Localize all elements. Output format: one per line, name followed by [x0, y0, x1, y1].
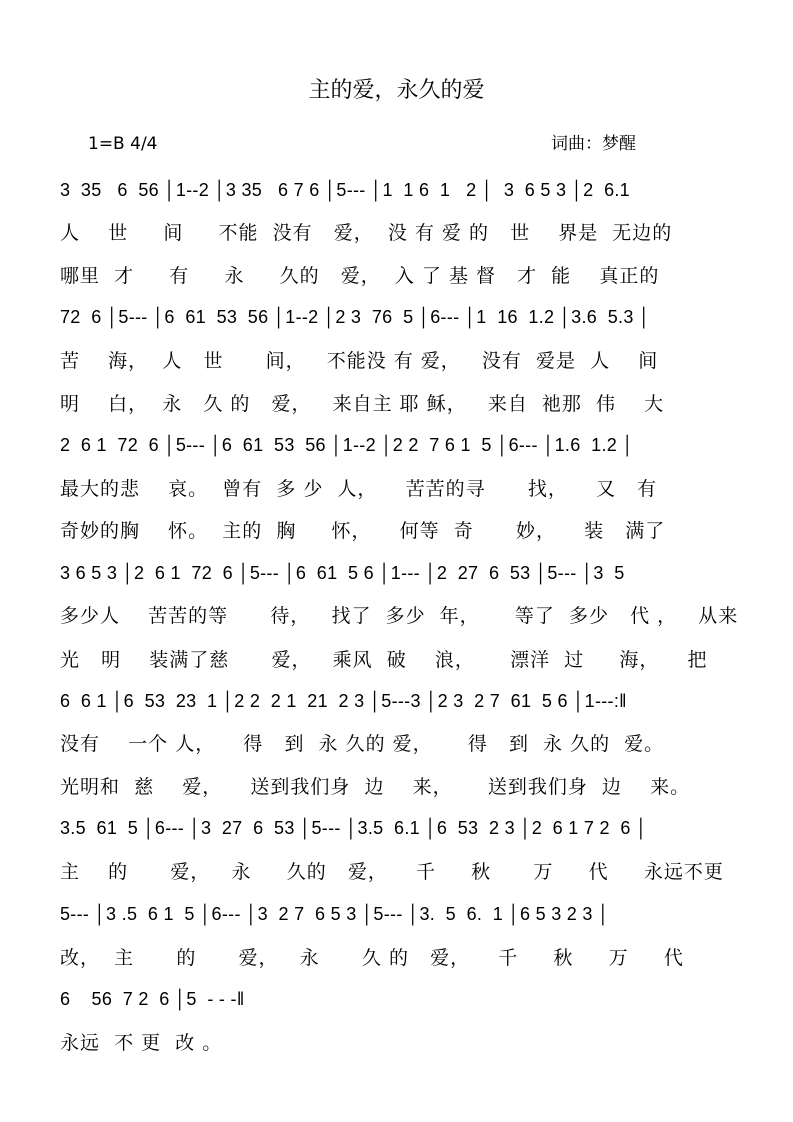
lyric-line-4-verse-2: 光 明 装满了慈 爱， 乘风 破 浪， 漂洋 过 海， 把	[60, 649, 708, 671]
lyric-line-5-verse-1: 没有 一个 人， 得 到 永 久的 爱， 得 到 永 久的 爱。	[60, 733, 665, 755]
credits: 词曲：梦醒	[551, 134, 636, 154]
notation-line-3: 2 6 1 72 6 │5--- │6 61 53 56 │1--2 │2 2 7 6 1 5 │6--- │1.6 1.2 │	[60, 435, 634, 455]
key-signature: 1=B 4/4	[88, 134, 158, 154]
notation-line-6: 3.5 61 5 │6--- │3 27 6 53 │5--- │3.5 6.1 │6 53 2 3 │2 6 1 7 2 6 │	[60, 818, 648, 838]
lyric-line-3-verse-2: 奇妙的胸 怀。 主的 胸 怀， 何等 奇 妙， 装 满了	[60, 520, 666, 542]
lyric-line-2-verse-1: 苦 海， 人 世 间， 不能没 有 爱， 没有 爱是 人 间	[60, 350, 659, 372]
lyric-line-1-verse-1: 人 世 间 不能 没有 爱， 没 有 爱 的 世 界是 无边的	[60, 222, 673, 244]
notation-line-2: 72 6 │5--- │6 61 53 56 │1--2 │2 3 76 5 │6--- │1 16 1.2 │3.6 5.3 │	[60, 307, 651, 327]
lyric-line-3-verse-1: 最大的悲 哀。 曾有 多 少 人， 苦苦的寻 找， 又 有	[60, 478, 658, 500]
song-title: 主的爱，永久的爱	[308, 78, 485, 103]
notation-line-4: 3 6 5 3 │2 6 1 72 6 │5--- │6 61 5 6 │1--- │2 27 6 53 │5--- │3 5	[60, 563, 625, 583]
notation-line-5: 6 6 1 │6 53 23 1 │2 2 2 1 21 2 3 │5---3 │2 3 2 7 61 5 6 │1---:‖	[60, 691, 627, 711]
lyric-line-6: 主 的 爱， 永 久的 爱， 千 秋 万 代 永远不更	[60, 861, 724, 883]
lyric-line-5-verse-2: 光明和 慈 爱， 送到我们身 边 来， 送到我们身 边 来。	[60, 776, 691, 798]
notation-line-8: 6 56 7 2 6 │5 - - -‖	[60, 989, 245, 1009]
lyric-line-2-verse-2: 明 白， 永 久 的 爱， 来自主 耶 稣， 来自 祂那 伟 大	[60, 393, 665, 415]
lyric-line-4-verse-1: 多少人 苦苦的等 待， 找了 多少 年， 等了 多少 代 ， 从来	[60, 605, 739, 627]
notation-line-1: 3 35 6 56 │1--2 │3 35 6 7 6 │5--- │1 1 6 1 2 │ 3 6 5 3 │2 6.1	[60, 180, 630, 200]
lyric-line-1-verse-2: 哪里 才 有 永 久的 爱， 入 了 基 督 才 能 真正的	[60, 265, 660, 287]
lyric-line-8: 永远 不 更 改 。	[60, 1032, 223, 1054]
lyric-line-7: 改， 主 的 爱， 永 久 的 爱， 千 秋 万 代	[60, 947, 684, 969]
notation-line-7: 5--- │3 .5 6 1 5 │6--- │3 2 7 6 5 3 │5--- │3. 5 6. 1 │6 5 3 2 3 │	[60, 904, 610, 924]
